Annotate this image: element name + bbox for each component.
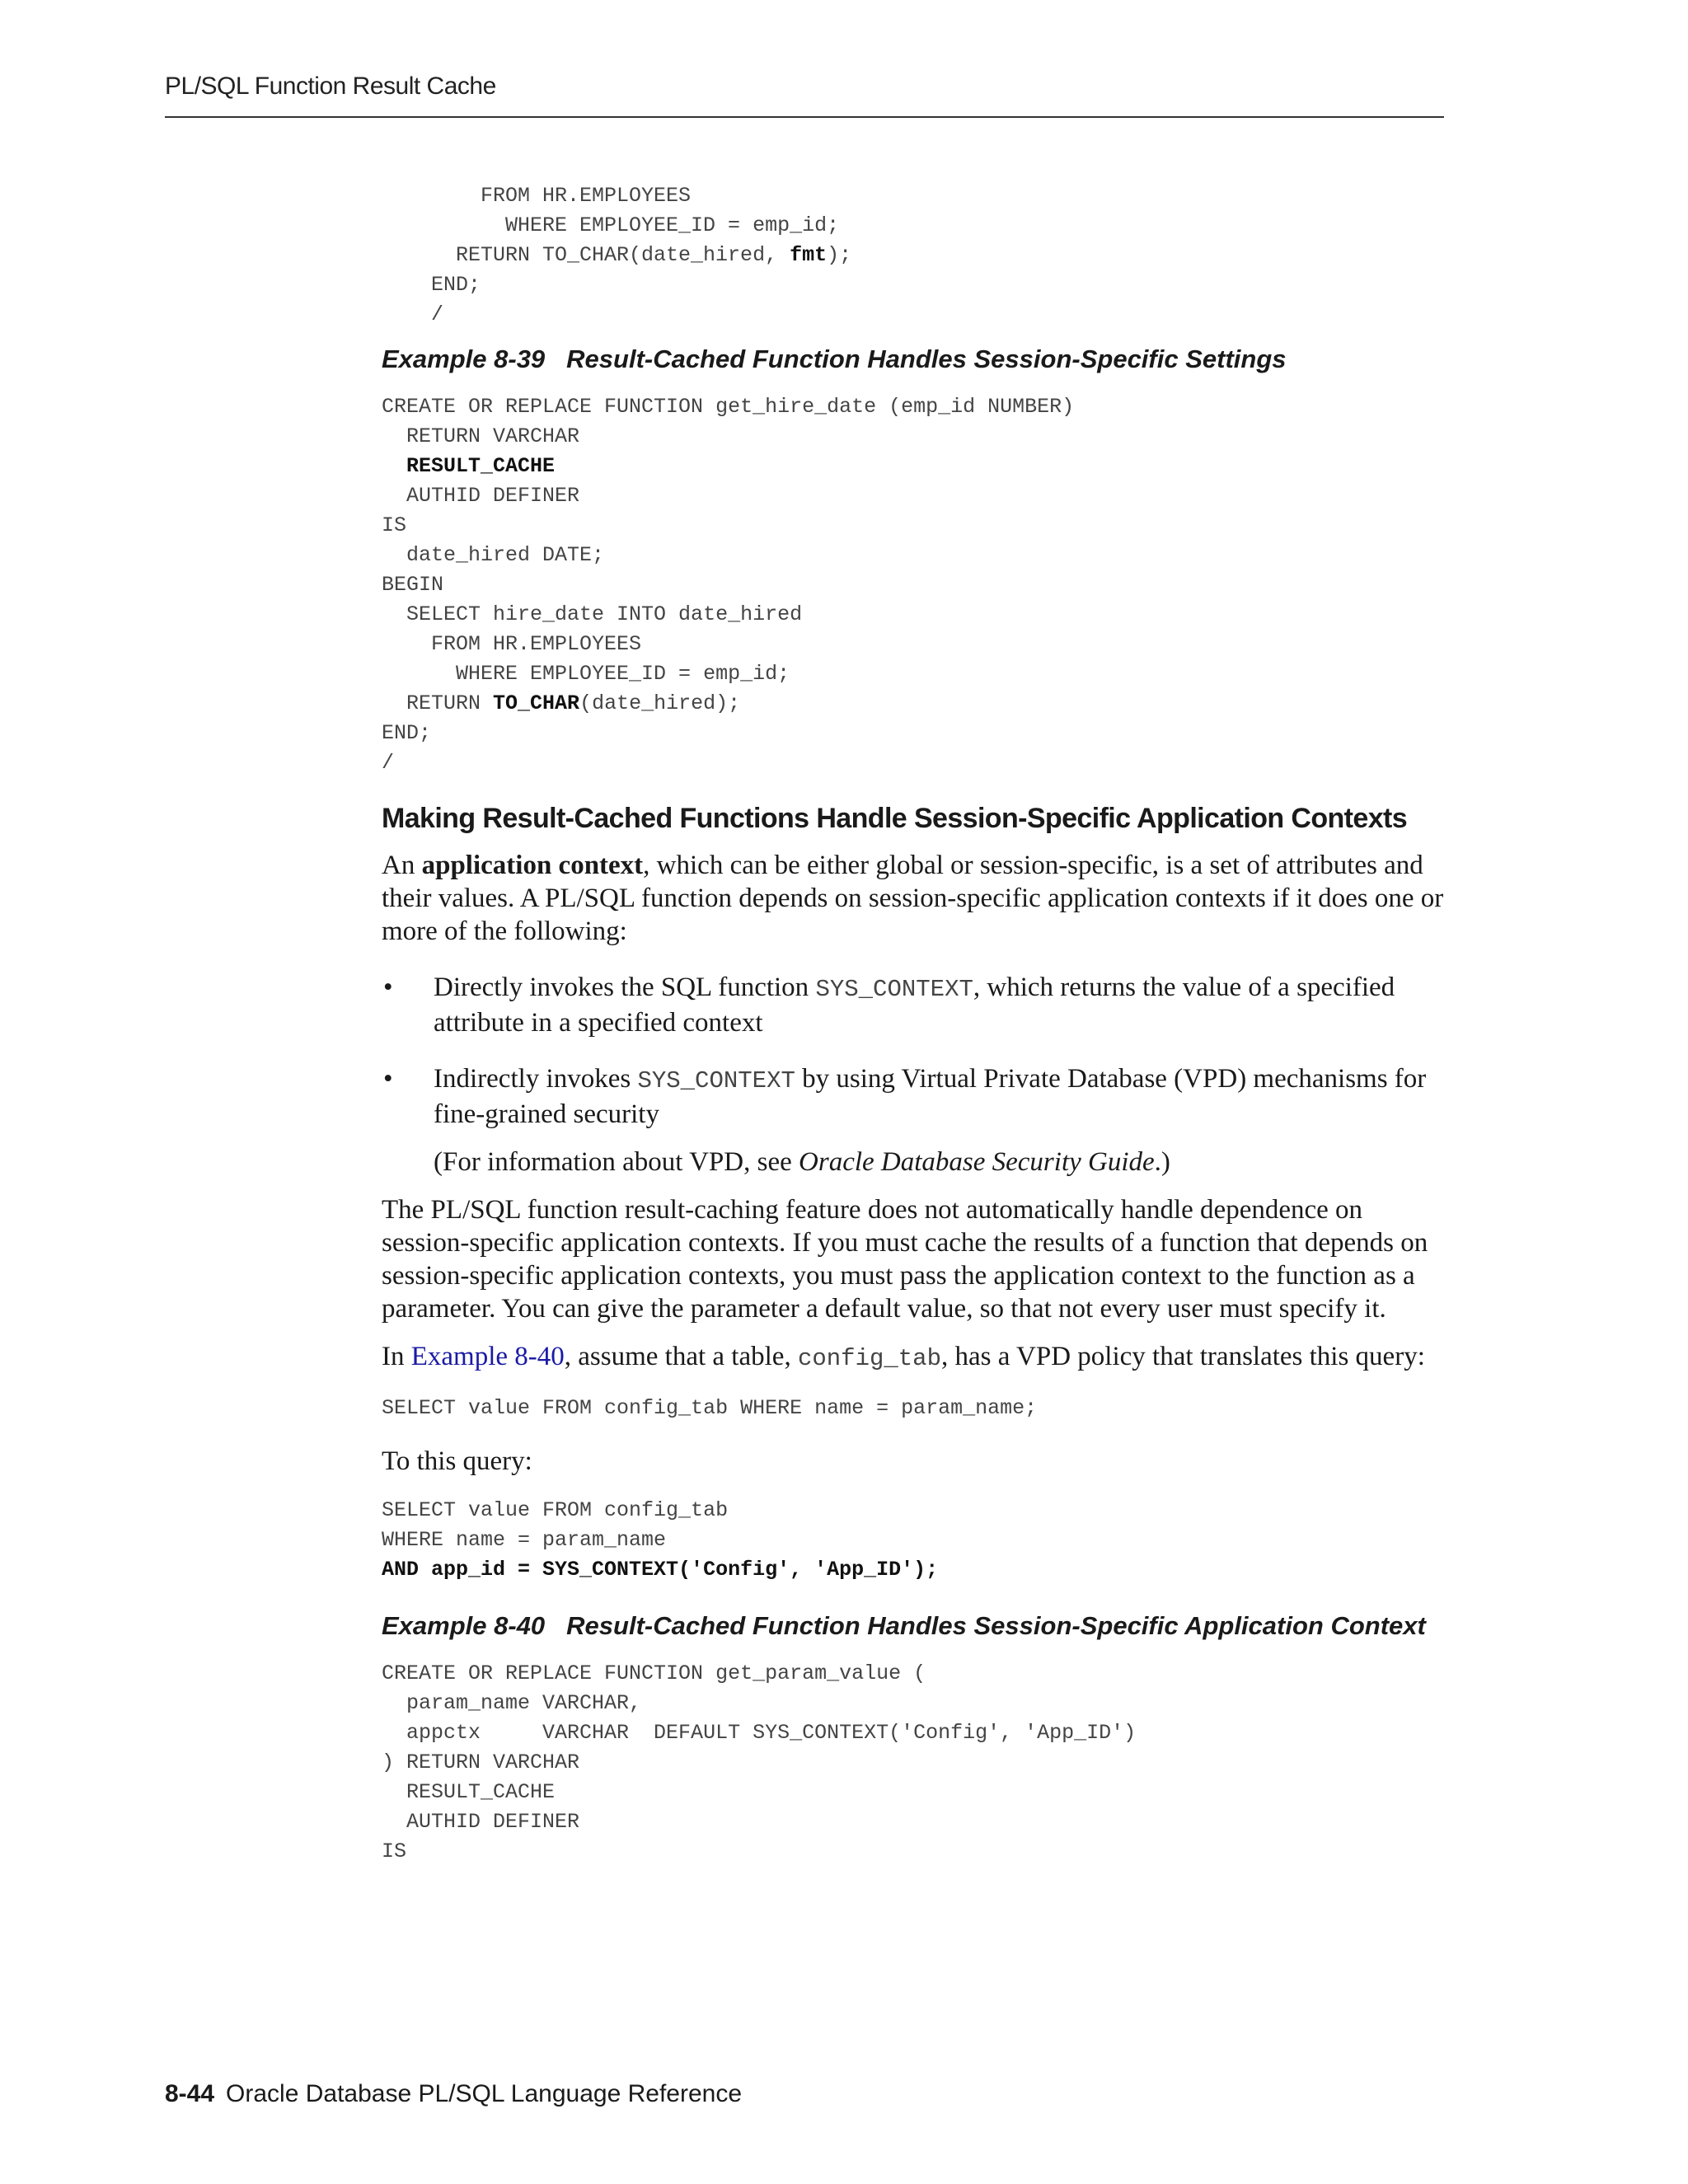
text-run: Indirectly invokes [434, 1064, 638, 1094]
code-line: AUTHID DEFINER [382, 1810, 580, 1834]
example-title [382, 343, 1453, 376]
bullet-list [382, 971, 1453, 1131]
page-number: 8-44 [165, 2080, 215, 2107]
section-heading: Making Result-Cached Functions Handle Session-Specific Application Contexts [382, 803, 1408, 834]
code-block-continued [382, 181, 1453, 330]
text-run: , which returns the value of a specified attribute in a specified context [434, 972, 1395, 1038]
text-run: , which can be either global or session-specific, is a set of attributes and their values. A PL/SQL function depends on session-specific application contexts if it does one or more of the following: [382, 851, 1444, 946]
code-line: RESULT_CACHE [382, 1780, 556, 1804]
bullet-marker: • [383, 972, 393, 1002]
text-run: Directly invokes the SQL function [434, 972, 816, 1002]
code-line: IS [382, 513, 407, 537]
code-bold-token: TO_CHAR [493, 691, 580, 715]
code-line: BEGIN [382, 573, 444, 597]
code-line: appctx VARCHAR DEFAULT SYS_CONTEXT('Config', 'App_ID') [382, 1721, 1137, 1745]
book-reference: Oracle Database Security Guide [799, 1147, 1155, 1177]
code-query-original [382, 1394, 1453, 1423]
code-line: RETURN VARCHAR [382, 424, 580, 448]
paragraph-to-query: To this query: [382, 1446, 532, 1476]
book-title: Oracle Database PL/SQL Language Reference [226, 2080, 743, 2107]
text-run: An [382, 851, 422, 880]
text-run: , has a VPD policy that translates this query: [940, 1342, 1425, 1371]
text-run: , assume that a table, [564, 1342, 798, 1371]
code-line: date_hired DATE; [382, 543, 605, 567]
code-line: (date_hired); [579, 691, 741, 715]
code-line: WHERE EMPLOYEE_ID = emp_id; [382, 662, 790, 686]
bullet-item [382, 1062, 1453, 1131]
code-line: CREATE OR REPLACE FUNCTION get_hire_date (emp_id NUMBER) [382, 395, 1075, 419]
inline-code: config_tab [797, 1345, 941, 1372]
example-caption: Result-Cached Function Handles Session-Specific Application Context [566, 1611, 1426, 1640]
code-bold-token: fmt [790, 243, 828, 267]
code-line: RETURN [382, 691, 494, 715]
bullet-marker: • [383, 1064, 393, 1094]
code-line: FROM HR.EMPLOYEES [382, 632, 642, 656]
code-line: END; [431, 273, 481, 297]
code-line: ); [827, 243, 852, 267]
code-line: END; [382, 721, 432, 745]
page-footer [165, 2080, 742, 2108]
bullet-item [382, 971, 1453, 1039]
code-line: RETURN TO_CHAR(date_hired, [431, 243, 790, 267]
code-line: CREATE OR REPLACE FUNCTION get_param_value ( [382, 1661, 926, 1685]
code-line: FROM HR.EMPLOYEES [431, 184, 692, 208]
running-header: PL/SQL Function Result Cache [165, 73, 496, 100]
code-block-example-8-39 [382, 392, 1453, 778]
code-block-example-8-40 [382, 1659, 1453, 1867]
code-line: SELECT value FROM config_tab [382, 1498, 729, 1522]
code-line: param_name VARCHAR, [382, 1691, 642, 1715]
paragraph-example-ref [382, 1340, 1453, 1376]
code-line: / [382, 751, 395, 775]
example-8-40-link[interactable]: Example 8-40 [410, 1342, 565, 1371]
paragraph-intro [382, 849, 1453, 948]
example-caption: Result-Cached Function Handles Session-Specific Settings [566, 344, 1287, 373]
code-line: ) RETURN VARCHAR [382, 1750, 580, 1774]
term-bold: application context [421, 851, 644, 880]
example-number: Example 8-39 [382, 344, 546, 373]
code-line: SELECT value FROM config_tab WHERE name = param_name; [382, 1396, 1038, 1420]
inline-code: SYS_CONTEXT [637, 1067, 795, 1094]
text-run: by using Virtual Private Database (VPD) mechanisms for fine-grained security [434, 1064, 1427, 1129]
page-content [382, 181, 1453, 1867]
code-line: WHERE EMPLOYEE_ID = emp_id; [431, 213, 840, 237]
code-line: / [431, 302, 444, 326]
code-line: AUTHID DEFINER [382, 484, 580, 508]
code-bold-line: AND app_id = SYS_CONTEXT('Config', 'App_ID'); [382, 1558, 939, 1582]
text-run: In [382, 1342, 411, 1371]
example-title [382, 1610, 1453, 1643]
code-bold-token: RESULT_CACHE [406, 454, 556, 478]
paragraph-note [382, 1146, 1453, 1179]
paragraph-caching: The PL/SQL function result-caching feature does not automatically handle dependence on session-specific application contexts. If you must cache the results of a function that depends on session-specific application contexts, you must pass the application context to the function as a parameter. You can give the parameter a default value, so that not every user must specify it. [382, 1195, 1428, 1324]
code-line: IS [382, 1840, 407, 1863]
code-line: WHERE name = param_name [382, 1528, 667, 1552]
code-query-translated [382, 1496, 1453, 1585]
inline-code: SYS_CONTEXT [815, 976, 973, 1003]
code-line: SELECT hire_date INTO date_hired [382, 602, 803, 626]
example-number: Example 8-40 [382, 1611, 546, 1640]
text-run: (For information about VPD, see [434, 1147, 799, 1177]
text-run: .) [1154, 1147, 1170, 1177]
header-rule [165, 116, 1444, 118]
